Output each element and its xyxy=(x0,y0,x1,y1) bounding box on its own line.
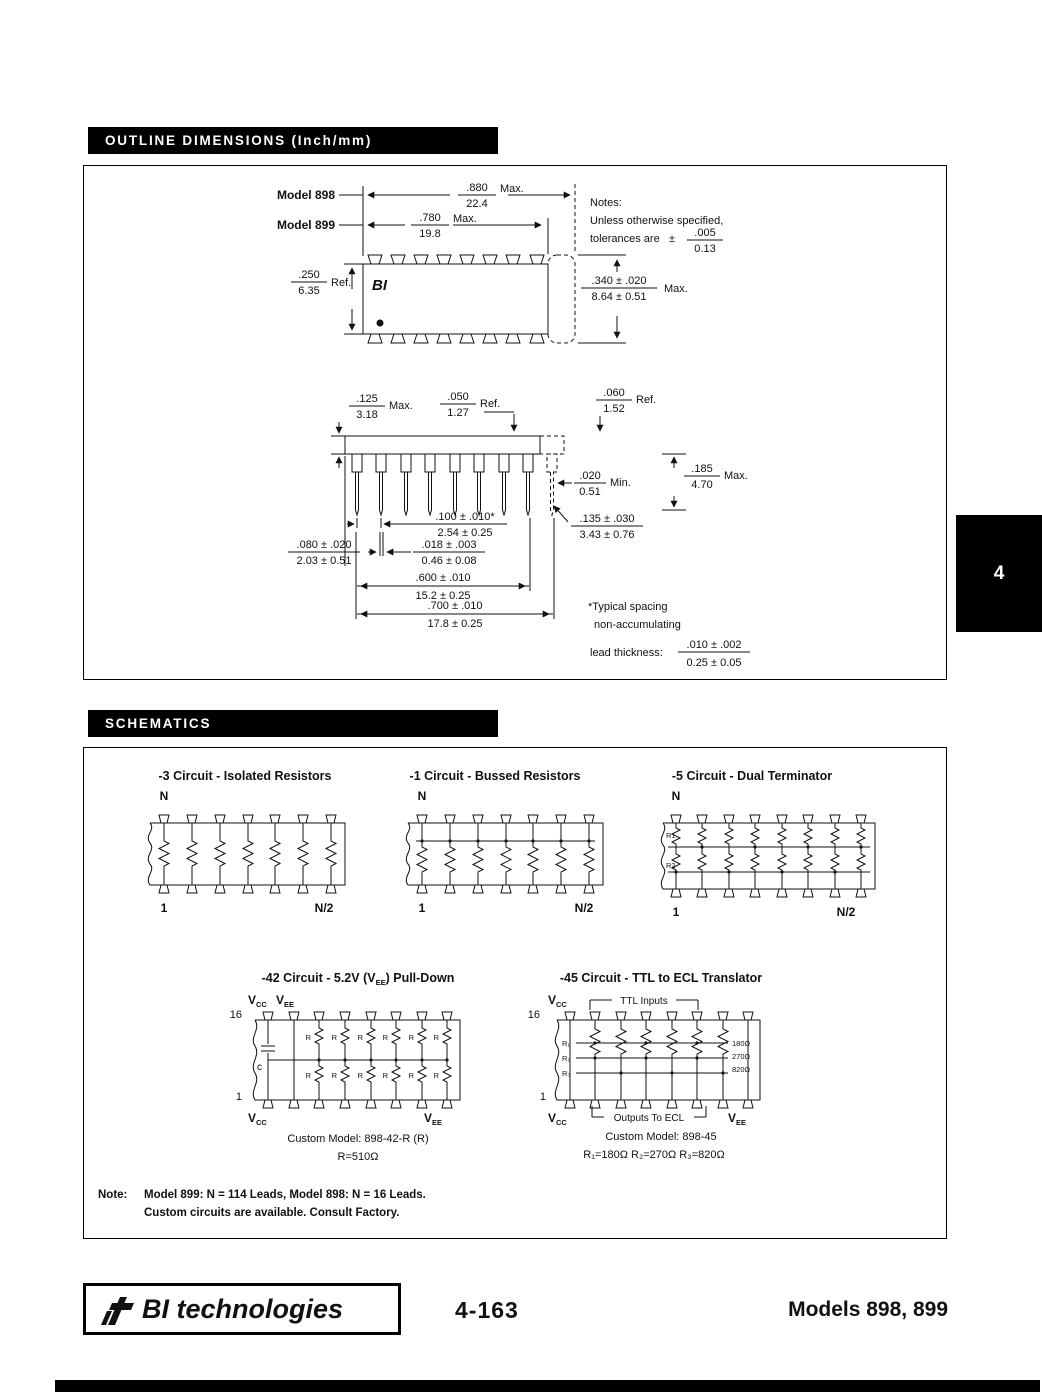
schematics-header xyxy=(88,710,498,737)
dim-185-in: .185 xyxy=(691,463,713,475)
dim-600-mm: 15.2 ± 0.25 xyxy=(415,590,471,602)
schematic-45-value-270: 270Ω xyxy=(732,1052,751,1061)
dim-135-in: .135 ± .030 xyxy=(579,513,635,525)
outline-dimensions-title: OUTLINE DIMENSIONS (Inch/mm) xyxy=(105,133,373,148)
schematic-5-pin1: 1 xyxy=(672,905,680,919)
tol-in: .005 xyxy=(694,227,716,239)
dim-080-mm: 2.03 ± 0.51 xyxy=(296,555,352,567)
schematic-5-dual-terminator xyxy=(661,815,875,897)
dim-020-in: .020 xyxy=(579,470,601,482)
dim-340-in: .340 ± .020 xyxy=(591,275,647,287)
schematic-42-r: R xyxy=(408,1033,414,1042)
bi-logo-mark xyxy=(96,1289,136,1329)
models-label: Models 898, 899 xyxy=(788,1298,948,1321)
schematic-3-isolated-resistors xyxy=(148,815,345,893)
dip-side-view xyxy=(345,436,564,515)
notes-heading: Notes: xyxy=(590,197,622,209)
dim-250-mm: 6.35 xyxy=(298,285,320,297)
schematic-42-pulldown xyxy=(253,1012,460,1108)
schematic-3-pinNhalf: N/2 xyxy=(314,901,334,915)
dip-top-view xyxy=(363,255,575,343)
dim-060-in: .060 xyxy=(603,387,625,399)
schematics-panel xyxy=(83,747,947,1239)
schematic-42-r: R xyxy=(331,1033,337,1042)
lead-thickness-label: lead thickness: xyxy=(590,647,663,659)
schematic-42-r: R xyxy=(382,1071,388,1080)
schematic-45-pin16: 16 xyxy=(527,1009,540,1021)
typical-spacing-line2: non-accumulating xyxy=(594,619,681,631)
schematic-5-title: -5 Circuit - Dual Terminator xyxy=(671,769,833,783)
schematic-45-outputs-label: Outputs To ECL xyxy=(613,1113,685,1124)
schematic-45-pin1: 1 xyxy=(539,1091,546,1103)
note-label: Note: xyxy=(98,1189,128,1201)
outline-dimensions-header xyxy=(88,127,498,154)
dim-700-in: .700 ± .010 xyxy=(427,600,483,612)
dim-880-mm: 22.4 xyxy=(466,198,488,210)
schematic-1-pinN: N xyxy=(417,789,427,803)
section-number: 4 xyxy=(993,562,1005,584)
schematic-45-vcc-top: $V_{CC}$ xyxy=(548,993,567,1009)
schematic-45-value-820: 820Ω xyxy=(732,1065,751,1074)
dim-100-mm: 2.54 ± 0.25 xyxy=(437,527,493,539)
schematic-1-title: -1 Circuit - Bussed Resistors xyxy=(409,769,581,783)
schematic-42-r: R xyxy=(305,1033,311,1042)
note-line2: Custom circuits are available. Consult Factory. xyxy=(144,1207,400,1219)
dim-600-in: .600 ± .010 xyxy=(415,572,471,584)
schematic-42-pin1: 1 xyxy=(235,1091,242,1103)
schematic-1-bussed-resistors xyxy=(406,815,603,893)
schematic-42-vcc-bottom: $V_{CC}$ xyxy=(248,1111,267,1127)
schematic-45-r1-label: R₁ xyxy=(562,1039,570,1048)
dim-018-in: .018 ± .003 xyxy=(421,539,477,551)
model-899-label: Model 899 xyxy=(276,218,335,232)
dim-050-ref: Ref. xyxy=(480,398,501,410)
section-number-tab xyxy=(956,515,1042,632)
dim-125-mm: 3.18 xyxy=(356,409,378,421)
dim-185-max: Max. xyxy=(724,470,748,482)
dim-060-mm: 1.52 xyxy=(603,403,625,415)
schematic-42-r: R xyxy=(382,1033,388,1042)
dim-020-min: Min. xyxy=(610,477,631,489)
dim-125-in: .125 xyxy=(356,393,378,405)
schematic-42-r: R xyxy=(433,1071,439,1080)
dim-780-max: Max. xyxy=(453,213,477,225)
schematic-3-title: -3 Circuit - Isolated Resistors xyxy=(158,769,332,783)
typical-spacing-line1: *Typical spacing xyxy=(588,601,668,613)
schematic-5-pinN: N xyxy=(671,789,681,803)
schematic-1-pinNhalf: N/2 xyxy=(574,901,594,915)
schematic-1-pin1: 1 xyxy=(418,901,426,915)
schematic-45-value-180: 180Ω xyxy=(732,1039,751,1048)
schematics-title: SCHEMATICS xyxy=(105,716,212,731)
dashed-package-extension xyxy=(548,255,575,343)
schematic-42-r: R xyxy=(305,1071,311,1080)
dim-080-in: .080 ± .020 xyxy=(296,539,352,551)
schematic-42-pin16: 16 xyxy=(229,1009,242,1021)
schematic-42-custom-model: Custom Model: 898-42-R (R) xyxy=(287,1133,429,1145)
pin1-dot xyxy=(377,320,384,327)
schematic-45-vee-bottom: $V_{EE}$ xyxy=(728,1111,747,1127)
schematic-3-pin1: 1 xyxy=(160,901,168,915)
dim-700-mm: 17.8 ± 0.25 xyxy=(427,618,483,630)
schematic-42-vcc-top: $V_{CC}$ xyxy=(248,993,267,1009)
dim-880-max: Max. xyxy=(500,183,524,195)
schematic-45-vcc-bottom: $V_{CC}$ xyxy=(548,1111,567,1127)
page-number: 4-163 xyxy=(455,1297,519,1323)
dim-060-ref: Ref. xyxy=(636,394,657,406)
dim-125-max: Max. xyxy=(389,400,413,412)
schematic-42-title: -42 Circuit - 5.2V $(V_{EE})$ Pull-Down xyxy=(261,971,455,987)
schematic-42-c-label: c xyxy=(257,1062,262,1073)
dim-250-in: .250 xyxy=(298,269,320,281)
schematic-42-r: R xyxy=(331,1071,337,1080)
schematic-5-r1-label: R1 xyxy=(666,831,676,840)
brand-logo-box xyxy=(83,1283,401,1335)
schematic-45-custom-model: Custom Model: 898-45 xyxy=(605,1131,717,1143)
schematic-45-r-values: R₁=180Ω R₂=270Ω R₃=820Ω xyxy=(583,1149,725,1161)
schematic-45-r2-label: R₂ xyxy=(562,1054,571,1063)
dim-018-mm: 0.46 ± 0.08 xyxy=(421,555,477,567)
dim-880-in: .880 xyxy=(466,182,488,194)
dashed-lead xyxy=(551,472,554,515)
note-line1: Model 899: N = 114 Leads, Model 898: N = 16 Leads. xyxy=(144,1189,426,1201)
dim-780-mm: 19.8 xyxy=(419,228,441,240)
dim-135-mm: 3.43 ± 0.76 xyxy=(579,529,635,541)
schematic-42-r: R xyxy=(357,1033,363,1042)
schematic-45-title: -45 Circuit - TTL to ECL Translator xyxy=(559,971,763,985)
dim-250-ref: Ref. xyxy=(331,277,352,289)
dim-340-max: Max. xyxy=(664,283,688,295)
dim-lead-mm: 0.25 ± 0.05 xyxy=(686,657,742,669)
schematic-45-ttl-inputs-label: TTL Inputs xyxy=(620,996,668,1007)
dim-185-mm: 4.70 xyxy=(691,479,713,491)
schematic-42-vee-bottom: $V_{EE}$ xyxy=(424,1111,443,1127)
outline-drawing xyxy=(84,166,945,678)
schematics-drawing xyxy=(84,748,945,1237)
schematic-5-pinNhalf: N/2 xyxy=(836,905,856,919)
model-898-label: Model 898 xyxy=(276,188,335,202)
dim-340-mm: 8.64 ± 0.51 xyxy=(591,291,647,303)
notes-line2: tolerances are xyxy=(590,233,660,245)
tol-mm: 0.13 xyxy=(694,243,716,255)
bottom-rule xyxy=(55,1380,1040,1392)
schematic-5-r2-label: R2 xyxy=(666,861,676,870)
schematic-45-r3-label: R₃ xyxy=(562,1069,571,1078)
schematic-42-r: R xyxy=(408,1071,414,1080)
schematic-3-pinN: N xyxy=(159,789,169,803)
schematic-45-translator xyxy=(555,1012,760,1108)
brand-wordmark: BI technologies xyxy=(142,1293,344,1324)
dim-lead-in: .010 ± .002 xyxy=(686,639,742,651)
package-bi-logo: BI xyxy=(372,277,387,294)
dim-100-in: .100 ± .010* xyxy=(435,511,495,523)
schematic-42-r-value: R=510Ω xyxy=(337,1151,379,1163)
dim-050-in: .050 xyxy=(447,391,469,403)
schematic-42-r: R xyxy=(357,1071,363,1080)
dim-020-mm: 0.51 xyxy=(579,486,601,498)
notes-pm: ± xyxy=(669,233,676,245)
schematic-42-r: R xyxy=(433,1033,439,1042)
outline-dimensions-panel xyxy=(83,165,947,680)
notes-line1: Unless otherwise specified, xyxy=(590,215,724,227)
dim-050-mm: 1.27 xyxy=(447,407,469,419)
dim-780-in: .780 xyxy=(419,212,441,224)
schematic-42-vee-top: $V_{EE}$ xyxy=(276,993,295,1009)
